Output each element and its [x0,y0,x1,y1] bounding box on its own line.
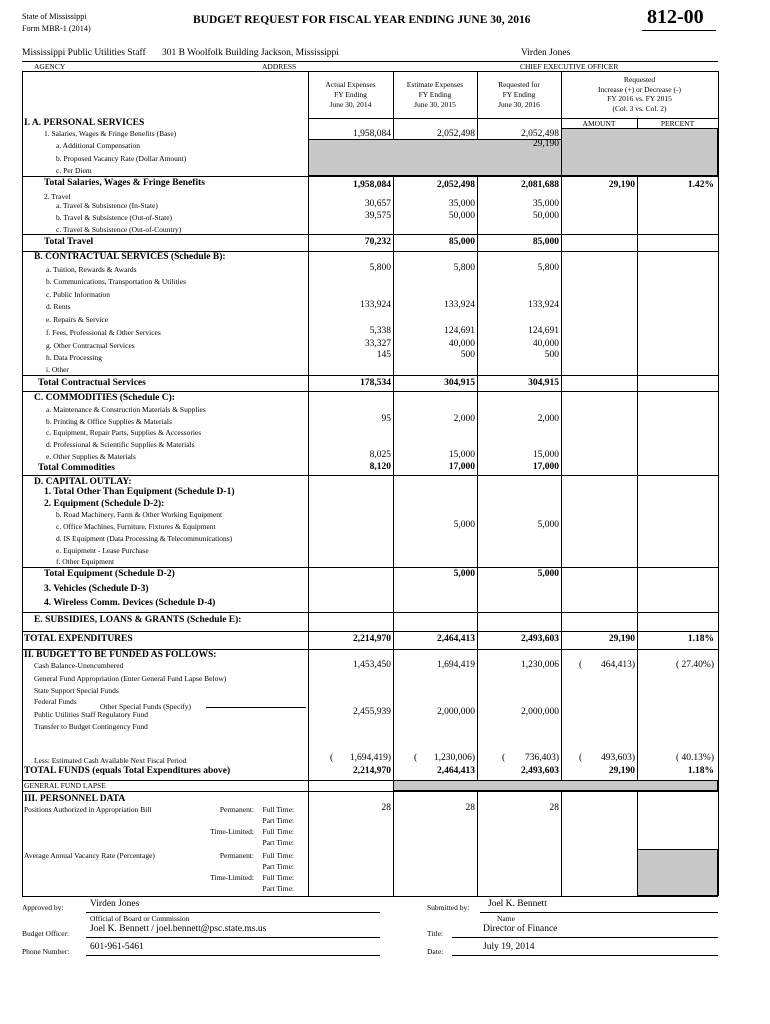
part-time-label: Part Time: [262,862,294,871]
full-time-label: Full Time: [262,851,294,860]
cell-requested: 124,691 [528,326,559,336]
agency-name: Mississippi Public Utilities Staff [22,48,146,58]
cell-actual: 30,657 [364,199,391,209]
cell-actual: 133,924 [360,300,391,310]
cell-estimate: 2,464,413 [437,634,475,644]
cell-actual: 2,214,970 [353,766,391,776]
cell-percent: ( 40.13%) [676,753,714,763]
row-label: b. Road Machinery, Farm & Other Working Equipment [56,510,223,519]
section-contractual: B. CONTRACTUAL SERVICES (Schedule B): [34,252,226,262]
cell-estimate: 2,000 [453,414,475,424]
cell-actual: 1,453,450 [353,660,391,670]
row-label-total: Total Travel [44,237,94,247]
cell-requested: 500 [544,350,559,360]
row-label: c. Equipment, Repair Parts, Supplies & Accessories [46,428,202,437]
row-label: b. Proposed Vacancy Rate (Dollar Amount) [56,154,187,163]
cell-estimate: 5,000 [453,520,475,530]
part-time-label: Part Time: [262,884,294,893]
row-label: g. Other Contractual Services [46,341,135,350]
permanent-label: Permanent: [219,851,254,860]
cell-amount: 29,190 [608,634,635,644]
approved-by-name: Virden Jones [90,899,140,909]
budget-code: 812-00 [647,6,704,28]
row-label: a. Maintenance & Construction Materials & Supplies [46,405,206,414]
cell-requested: 736,403) [524,753,559,763]
row-label: Federal Funds [34,697,77,706]
col-actual-header: Actual Expenses FY Ending June 30, 2014 [325,80,376,109]
ceo-label: CHIEF EXECUTIVE OFFICER [520,62,619,71]
address-label: ADDRESS [262,62,297,71]
cell-requested: 2,493,603 [521,634,559,644]
cell-requested: 1,230,006 [521,660,559,670]
cell-estimate: 85,000 [448,237,475,247]
row-label-total: Total Salaries, Wages & Fringe Benefits [44,178,205,188]
date-label: Date: [427,947,444,956]
row-label: a. Additional Compensation [56,141,140,150]
cell-actual: 39,575 [364,211,391,221]
approved-by-label: Approved by: [22,903,64,912]
cell-actual: 33,327 [364,339,391,349]
cell-actual: 5,338 [369,326,391,336]
cell-estimate: 304,915 [444,378,475,388]
cell-estimate: 35,000 [448,199,475,209]
row-label: i. Other [46,365,69,374]
cell-actual: 1,958,084 [353,180,391,190]
row-label: d. Rents [46,302,71,311]
name-label: Name [497,914,515,923]
row-label: h. Data Processing [46,353,103,362]
cell-estimate: 50,000 [448,211,475,221]
row-label: Positions Authorized in Appropriation Bill [24,805,152,814]
cell-requested: 304,915 [528,378,559,388]
section-personal-services: I. A. PERSONAL SERVICES [24,118,145,128]
row-label: c. Public Information [46,290,110,299]
cell-estimate: 2,052,498 [437,180,475,190]
cell-estimate: 133,924 [444,300,475,310]
cell-estimate: 2,000,000 [437,707,475,717]
row-label: GENERAL FUND LAPSE [24,781,106,790]
row-label: c. Office Machines, Furniture, Fixtures & Equipment [56,522,216,531]
part-time-label: Part Time: [262,816,294,825]
full-time-label: Full Time: [262,827,294,836]
row-label: d. Professional & Scientific Supplies & Materials [46,440,195,449]
cell-requested: 15,000 [532,450,559,460]
section-commodities: C. COMMODITIES (Schedule C): [34,393,175,403]
budget-officer-value: Joel K. Bennett / joel.bennett@psc.state.ms.us [90,924,267,934]
budget-officer-label: Budget Officer: [22,929,70,938]
state-label: State of Mississippi [22,12,87,21]
section-funded: II. BUDGET TO BE FUNDED AS FOLLOWS: [24,650,217,660]
cell-actual: 5,800 [369,263,391,273]
cell-requested-paren: ( [502,753,506,763]
cell-requested: 2,493,603 [521,766,559,776]
row-label-total: Total Contractual Services [38,378,146,388]
cell-amount: 29,190 [608,180,635,190]
row-label: 4. Wireless Comm. Devices (Schedule D-4) [44,598,216,608]
cell-requested: 5,000 [537,520,559,530]
cell-requested: 2,000,000 [521,707,559,717]
row-label: f. Fees, Professional & Other Services [46,328,161,337]
cell-requested: 85,000 [532,237,559,247]
cell-estimate: 28 [465,803,475,813]
cell-requested: 133,924 [528,300,559,310]
section-capital-outlay: D. CAPITAL OUTLAY: [34,477,132,487]
col-change-header: Requested Increase (+) or Decrease (-) FY 2016 vs. FY 2015 (Col. 3 vs. Col. 2) [598,75,681,113]
cell-percent: 1.18% [687,766,714,776]
row-label: General Fund Appropriation (Enter General Fund Lapse Below) [34,674,227,683]
cell-actual: 8,120 [369,462,391,472]
cell-requested: 40,000 [532,339,559,349]
row-label: Transfer to Budget Contingency Fund [34,722,148,731]
cell-estimate: 500 [460,350,475,360]
date-value: July 19, 2014 [483,942,535,952]
cell-estimate: 124,691 [444,326,475,336]
cell-requested: 17,000 [532,462,559,472]
row-label-total: Total Commodities [38,463,115,473]
cell-estimate: 1,230,006) [433,753,475,763]
row-label: Average Annual Vacancy Rate (Percentage) [24,851,155,860]
cell-estimate: 1,694,419 [437,660,475,670]
cell-actual: 178,534 [360,378,391,388]
row-label: b. Printing & Office Supplies & Materials [46,417,172,426]
page-title: BUDGET REQUEST FOR FISCAL YEAR ENDING JUNE 30, 2016 [193,14,531,26]
row-label: 1. Salaries, Wages & Fringe Benefits (Base) [44,129,177,138]
row-label: e. Repairs & Service [46,315,109,324]
row-label-total: Total Equipment (Schedule D-2) [44,569,175,579]
cell-amount: 464,413) [600,660,635,670]
cell-requested: 2,000 [537,414,559,424]
form-label: Form MBR-1 (2014) [22,24,91,33]
cell-requested: 29,190 [532,139,559,149]
cell-estimate: 17,000 [448,462,475,472]
cell-actual-paren: ( [330,753,334,763]
row-label: 3. Vehicles (Schedule D-3) [44,584,149,594]
cell-amount-paren: ( [579,660,583,670]
cell-percent: 1.18% [687,634,714,644]
time-limited-label: Time-Limited: [210,873,254,882]
agency-address: 301 B Woolfolk Building Jackson, Mississippi [162,48,339,58]
row-label: 2. Travel [44,192,71,201]
full-time-label: Full Time: [262,805,294,814]
cell-estimate: 2,052,498 [437,129,475,139]
permanent-label: Permanent: [219,805,254,814]
cell-estimate-paren: ( [414,753,418,763]
cell-requested: 5,000 [537,569,559,579]
cell-actual: 145 [376,350,391,360]
cell-percent: ( 27.40%) [676,660,714,670]
cell-requested: 50,000 [532,211,559,221]
cell-amount-paren: ( [579,753,583,763]
cell-actual: 1,694,419) [349,753,391,763]
row-label: State Support Special Funds [34,686,119,695]
row-label: 2. Equipment (Schedule D-2): [44,499,165,509]
row-label: Public Utilities Staff Regulatory Fund [34,710,149,719]
cell-estimate: 5,000 [453,569,475,579]
row-label: b. Travel & Subsistence (Out-of-State) [56,213,173,222]
col-requested-header: Requested for FY Ending June 30, 2016 [498,80,540,109]
row-label: a. Travel & Subsistence (In-State) [56,201,158,210]
cell-estimate: 15,000 [448,450,475,460]
row-label: Cash Balance-Unencumbered [34,661,124,670]
cell-actual: 2,214,970 [353,634,391,644]
cell-estimate: 2,464,413 [437,766,475,776]
cell-requested: 2,081,688 [521,180,559,190]
title-label: Title: [427,929,443,938]
row-label: f. Other Equipment [56,557,115,566]
row-label: Less: Estimated Cash Available Next Fiscal Period [34,756,187,765]
cell-requested: 28 [549,803,559,813]
row-label: e. Other Supplies & Materials [46,452,136,461]
cell-actual: 28 [381,803,391,813]
part-time-label: Part Time: [262,838,294,847]
row-label: c. Travel & Subsistence (Out-of-Country) [56,225,182,234]
col-amount-header: AMOUNT [582,119,616,128]
cell-actual: 1,958,084 [353,129,391,139]
cell-estimate: 40,000 [448,339,475,349]
row-label: Other Special Funds (Specify) [100,702,192,711]
submitted-by-label: Submitted by: [427,903,470,912]
col-percent-header: PERCENT [660,119,695,128]
cell-requested: 35,000 [532,199,559,209]
title-value: Director of Finance [483,924,558,934]
col-estimate-header: Estimate Expenses FY Ending June 30, 2015 [406,80,464,109]
cell-requested: 5,800 [537,263,559,273]
row-label: c. Per Diem [56,166,92,175]
cell-actual: 70,232 [364,237,391,247]
row-label: b. Communications, Transportation & Utilities [46,277,187,286]
agency-label: AGENCY [34,62,66,71]
section-personnel: III. PERSONNEL DATA [24,794,126,804]
row-label: e. Equipment - Lease Purchase [56,546,149,555]
row-label-total: TOTAL EXPENDITURES [24,634,133,644]
cell-actual: 8,025 [369,450,391,460]
ceo-name: Virden Jones [521,48,571,58]
row-label-total: TOTAL FUNDS (equals Total Expenditures above) [24,766,231,776]
cell-actual: 95 [381,414,391,424]
cell-estimate: 5,800 [453,263,475,273]
official-label: Official of Board or Commission [90,914,190,923]
row-label: d. IS Equipment (Data Processing & Telecommunications) [56,534,233,543]
submitted-by-name: Joel K. Bennett [488,899,547,909]
row-label: 1. Total Other Than Equipment (Schedule D-1) [44,487,235,497]
cell-actual: 2,455,939 [353,707,391,717]
cell-requested: 2,052,498 [521,129,559,139]
cell-percent: 1.42% [687,180,714,190]
cell-amount: 493,603) [600,753,635,763]
phone-value: 601-961-5461 [90,942,144,952]
cell-amount: 29,190 [608,766,635,776]
row-label: a. Tuition, Rewards & Awards [46,265,137,274]
time-limited-label: Time-Limited: [210,827,254,836]
section-subsidies: E. SUBSIDIES, LOANS & GRANTS (Schedule E): [34,615,242,625]
phone-label: Phone Number: [22,947,70,956]
full-time-label: Full Time: [262,873,294,882]
